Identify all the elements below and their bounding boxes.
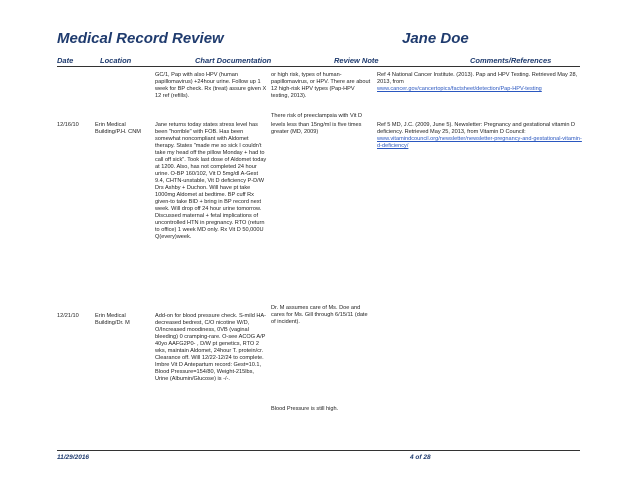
row-0-comments-link[interactable]: www.cancer.gov/cancertopics/factsheet/detection/Pap-HPV-testing [377, 86, 542, 92]
column-header-date: Date [57, 56, 74, 65]
column-header-comments: Comments/References [470, 56, 552, 65]
row-2-location: Erin Medical Building/Dr. M [95, 313, 130, 326]
row-0-chart: GC/1, Pap with also HPV (human papillomavirus) +24hour urine. Follow up 1 week for BP check. Rx (treat) assure given X 12 ref (refills). [155, 72, 267, 99]
row-1-location: Erin Medical Building/P.H. CNM [95, 122, 141, 135]
row-1-comments-link[interactable]: www.vitamindcouncil.org/newsletter/newsletter-pregnancy-and-gestational-vitamin-d-deficiency/ [377, 136, 582, 149]
patient-name: Jane Doe [402, 30, 469, 47]
row-2-review: Blood Pressure is still high. [271, 406, 339, 412]
row-0-review: or high risk, types of human-papillomavirus, or HPV. There are about 12 high-risk HPV types (Pap-HPV testing, 2013). [271, 72, 371, 99]
page-number: 4 of 28 [410, 454, 431, 461]
row-1-review: levels less than 15ng/ml is five times greater (MD, 2009) [271, 122, 362, 135]
document-title: Medical Record Review [57, 30, 224, 47]
row-0-comments-text: Ref 4 National Cancer Institute. (2013). Pap and HPV Testing. Retrieved May 28, 2013, from [377, 72, 578, 85]
column-header-review: Review Note [334, 56, 379, 65]
row-2-review-pre: Dr. M assumes care of Ms. Doe and cares for Ms. Gill through 6/15/11 (date of incident). [271, 305, 368, 325]
row-2-date: 12/21/10 [57, 313, 79, 319]
row-1-chart: Jane returns today states stress level has been "horrible" with FOB. Has been somewhat noncompliant with Aldomet therapy. States "made me so sick I couldn't take my head off the pillow Monday + had to call off sick". Took last dose of Aldomet today at 1200. Also, has not completed 24 hour urine. O-BP 160/102, Vit D 5mg/dl A-Gest 9.4, CHTN-unstable, Vit D deficiency P-D/W Drs Ashby + Duchon. Will have pt take 1000mg Aldomet at bedtime. BP cuff Rx given-to take BID + bring in BP record next week. Will drop off 24 hour urine tomorrow. Discussed maternal + fetal implications of uncontrolled HTN in pregnancy. RTO (return to office) 1 week MD only. Rx Vit D 50,000U Q(every)week. [155, 122, 267, 240]
header-rule [57, 66, 580, 67]
row-1-comments-text: Ref 5 MD, J.C. (2009, June 5). Newsletter: Pregnancy and gestational vitamin D deficiency. Retrieved May 25, 2013, from Vitamin D Council: [377, 122, 576, 135]
row-2-chart: Add-on for blood pressure check. S-mild HA-decreased bedrest, C/O nicotine W/D, O/Increased moodiness, 0VB (vaginal bleeding) 0 cramping-rare. O-see ACOG A/P 40yo AAFG2P0- , D/W pt genetics, RTO 2 wks, maintain Aldomet, 24hour T. protein/cr. Clearance off. Will 12/22-12/24 to complete. Imbre Vit D Antepartum record: Gest=10.1, Blood Pressure=154/80, Weight-215lbs, Urine (Albumin/Glucose) is -/-. [155, 313, 266, 382]
column-header-location: Location [100, 56, 132, 65]
row-1-comments [377, 122, 582, 150]
row-0-comments [377, 72, 582, 93]
footer-date: 11/29/2016 [57, 454, 90, 461]
row-1-review-pre: There risk of preeclampsia with Vit D [271, 113, 362, 119]
footer-rule [57, 450, 580, 451]
row-1-date: 12/16/10 [57, 122, 79, 128]
column-header-chart: Chart Documentation [195, 56, 272, 65]
